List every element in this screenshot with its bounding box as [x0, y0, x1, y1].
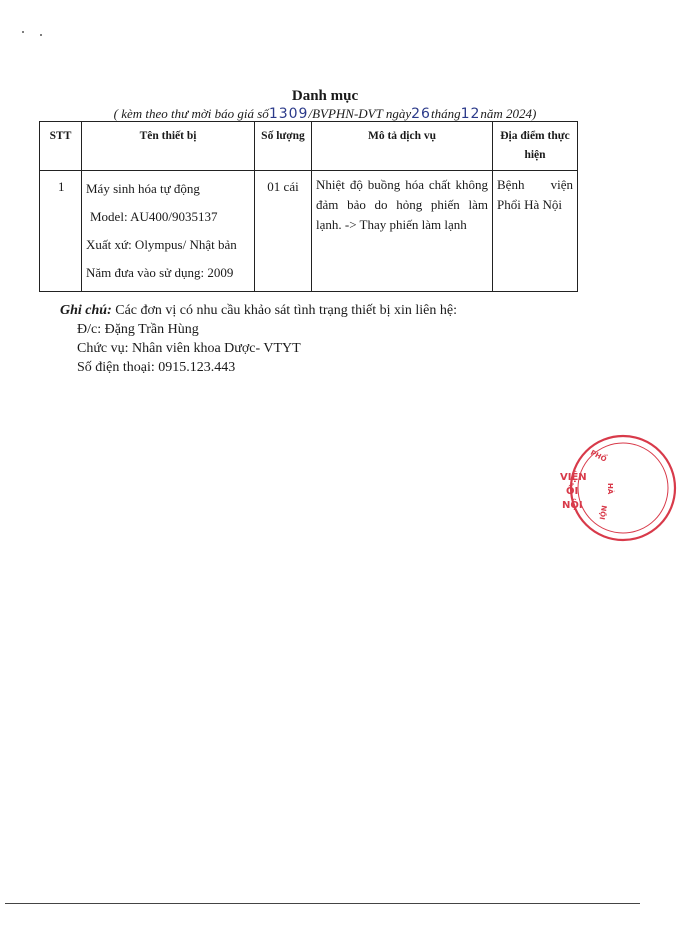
seal-text-right: HÀ: [606, 483, 614, 495]
header-stt: STT: [40, 122, 82, 171]
seal-center-line-2: ỔI: [566, 486, 579, 497]
equipment-name: Máy sinh hóa tự động: [86, 181, 200, 196]
seal-text-top: PHỔ: [589, 448, 608, 464]
contact-person: Đ/c: Đặng Trần Hùng: [77, 322, 199, 337]
cell-service: Nhiệt độ buồng hóa chất không đảm bảo do hỏng phiến làm lạnh. -> Thay phiến làm lạnh: [312, 171, 493, 292]
scan-speck: [40, 34, 42, 36]
equipment-year: Năm đưa vào sử dụng: 2009: [86, 265, 234, 280]
seal-text-side: NỘI: [597, 504, 608, 521]
header-location: Địa điểm thực hiện: [493, 122, 578, 171]
cell-quantity: 01 cái: [255, 171, 312, 292]
document-subtitle: [0, 106, 650, 122]
cell-stt: 1: [40, 171, 82, 292]
scan-speck: [22, 31, 24, 33]
equipment-origin: Xuất xứ: Olympus/ Nhật bản: [86, 237, 237, 252]
equipment-model: Model: AU400/9035137: [90, 209, 218, 224]
subtitle-prefix: ( kèm theo thư mời báo giá số: [113, 106, 269, 121]
subtitle-month-label: tháng: [430, 106, 461, 121]
table-row: [40, 171, 578, 292]
header-equipment: Tên thiết bị: [82, 122, 255, 171]
invite-day: 26: [411, 106, 431, 122]
table-header-row: [40, 122, 578, 171]
cell-location: Bệnh viện Phổi Hà Nội: [493, 171, 578, 292]
notes-intro: Các đơn vị có nhu cầu khảo sát tình trạng thiết bị xin liên hệ:: [111, 303, 458, 318]
subtitle-suffix: năm 2024): [480, 106, 537, 121]
seal-center-line-1: VIỆN: [560, 472, 587, 483]
document-title: Danh mục: [291, 88, 359, 104]
contact-position: Chức vụ: Nhân viên khoa Dược- VTYT: [77, 341, 301, 356]
notes-section: [60, 301, 457, 377]
cell-equipment: [82, 171, 255, 292]
contact-phone: Số điện thoại: 0915.123.443: [77, 360, 236, 375]
header-quantity: Số lượng: [255, 122, 312, 171]
notes-intro-line: [60, 301, 457, 320]
header-service: Mô tả dịch vụ: [312, 122, 493, 171]
notes-label: Ghi chú:: [60, 303, 112, 318]
equipment-table: [39, 121, 578, 292]
invite-number: 1309: [268, 106, 309, 122]
invite-month: 12: [460, 106, 481, 122]
subtitle-mid: /BVPHN-DVT ngày: [308, 106, 412, 121]
seal-center-line-3: NỘI: [562, 500, 583, 511]
hospital-seal-stamp: [560, 433, 678, 543]
page-bottom-rule: [5, 903, 640, 904]
